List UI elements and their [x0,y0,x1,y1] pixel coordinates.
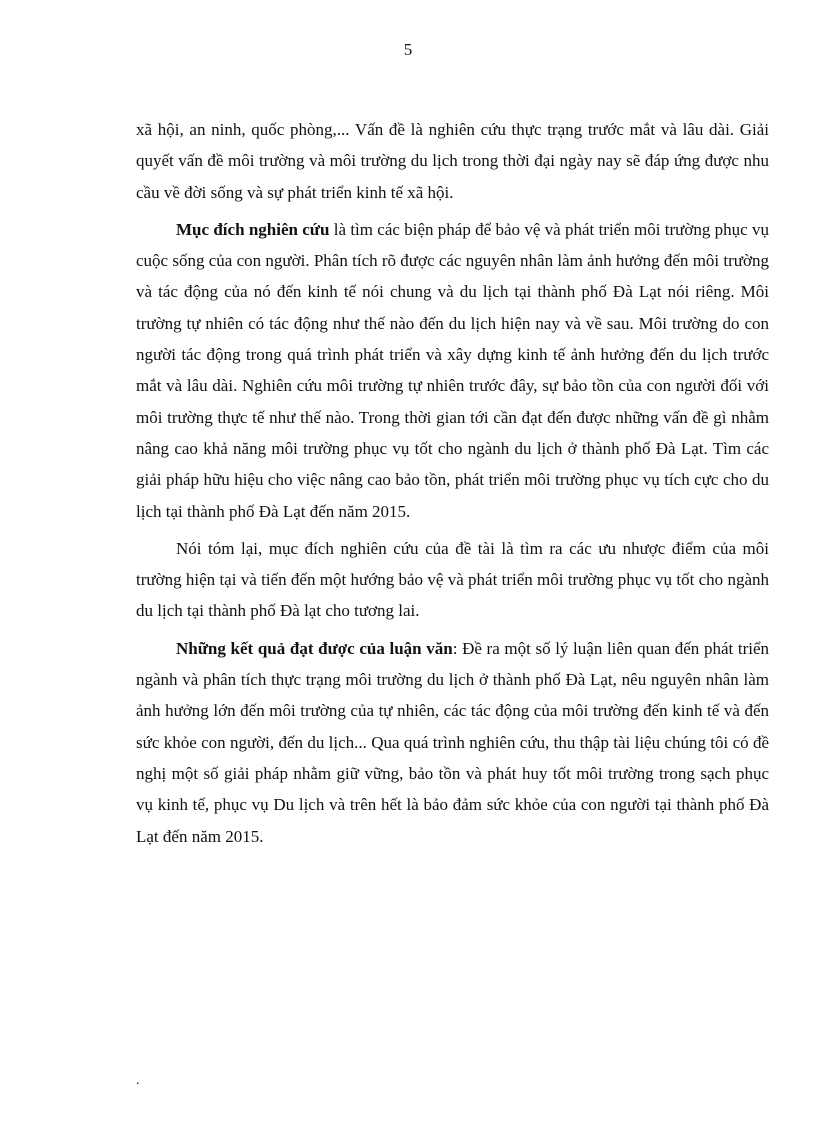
paragraph-text: là tìm các biện pháp để bảo vệ và phát triển môi trường phục vụ cuộc sống của con người. Phân tích rõ được các nguyên nhân làm ảnh hưởng đến môi trường và tác động của nó đến kinh tế nói chung và du lịch tại thành phố Đà Lạt nói riêng. Môi trường tự nhiên có tác động như thế nào đến du lịch hiện nay và về sau. Môi trường do con người tác động trong quá trình phát triển và xây dựng kinh tế ảnh hưởng đến du lịch trước mắt và lâu dài. Nghiên cứu môi trường tự nhiên trước đây, sự bảo tồn của con người đối với môi trường thực tế như thế nào. Trong thời gian tới cần đạt đến được những vấn đề gì nhằm nâng cao khả năng môi trường phục vụ tốt cho ngành du lịch ở thành phố Đà Lạt. Tìm các giải pháp hữu hiệu cho việc nâng cao bảo tồn, phát triển môi trường phục vụ tích cực cho du lịch tại thành phố Đà Lạt đến năm 2015. [136,219,769,521]
paragraph-research-purpose [136,214,769,527]
paragraph-summary [136,533,769,627]
body-text [136,114,769,852]
paragraph-continuation [136,114,769,208]
paragraph-text: Nói tóm lại, mục đích nghiên cứu của đề tài là tìm ra các ưu nhược điểm của môi trường hiện tại và tiến đến một hướng bảo vệ và phát triển môi trường phục vụ tốt cho ngành du lịch tại thành phố Đà lạt cho tương lai. [136,538,769,621]
paragraph-text: xã hội, an ninh, quốc phòng,... Vấn đề là nghiên cứu thực trạng trước mắt và lâu dài. Giải quyết vấn đề môi trường và môi trường du lịch trong thời đại ngày nay sẽ đáp ứng được nhu cầu về đời sống và sự phát triển kinh tế xã hội. [136,120,769,202]
paragraph-results [136,633,769,852]
footer-mark: . [136,1073,140,1088]
paragraph-text: : Đề ra một số lý luận liên quan đến phát triển ngành và phân tích thực trạng môi trường du lịch ở thành phố Đà Lạt, nêu nguyên nhân làm ảnh hưởng lớn đến môi trường của tự nhiên, các tác động của môi trường đến kinh tế và đến sức khỏe con người, đến du lịch... Qua quá trình nghiên cứu, thu thập tài liệu chúng tôi có đề nghị một số giải pháp nhằm giữ vững, bảo tồn và phát huy tốt môi trường trong sạch phục vụ kinh tế, phục vụ Du lịch và trên hết là bảo đảm sức khỏe của con người tại thành phố Đà Lạt đến năm 2015. [136,638,769,846]
paragraph-heading: Những kết quả đạt được của luận văn [176,638,453,658]
paragraph-heading: Mục đích nghiên cứu [176,219,330,239]
page-number: 5 [403,40,413,59]
